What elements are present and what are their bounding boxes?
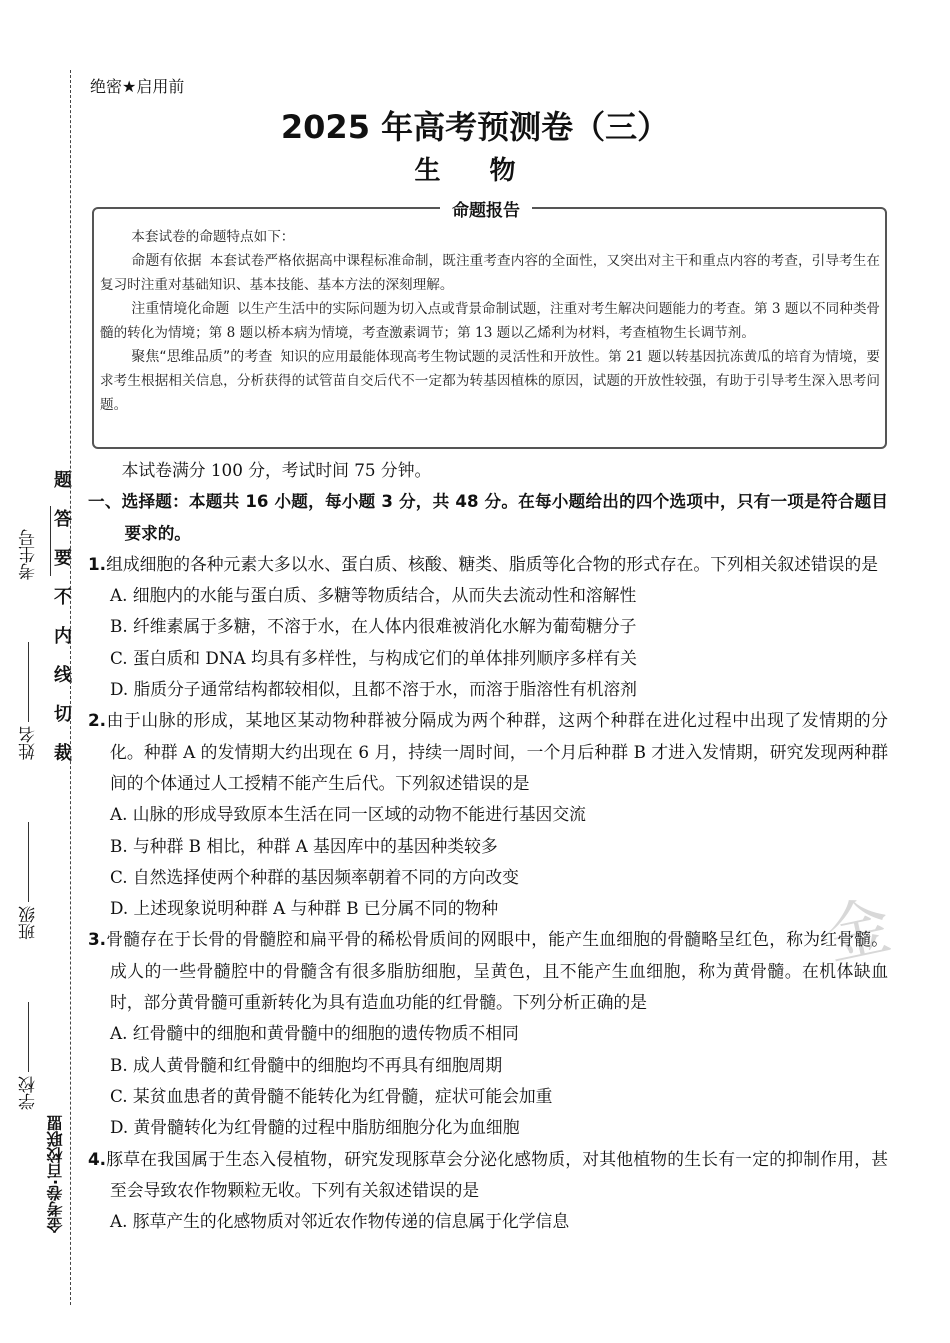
- option-d[interactable]: D. 黄骨髓转化为红骨髓的过程中脂肪细胞分化为血细胞: [110, 1117, 520, 1138]
- question-stem: [88, 705, 888, 799]
- question-text: 豚草在我国属于生态入侵植物，研究发现豚草会分泌化感物质，对其他植物的生长有一定的抑制作用，甚至会导致农作物颗粒无收。下列有关叙述错误的是: [106, 1148, 888, 1200]
- field-label: 学校: [19, 1076, 39, 1110]
- subject-title: 生 物: [414, 156, 536, 186]
- question-text: 由于山脉的形成，某地区某动物种群被分隔成为两个种群，这两个种群在进化过程中出现了发情期的分化。种群 A 的发情期大约出现在 6 月，持续一周时间，一个月后种群 B 才进入发情期，研究发现两种群间的个体通过人工授精不能产生后代。下列叙述错误的是: [106, 710, 888, 793]
- cut-line: [70, 70, 71, 1305]
- question-text: 组成细胞的各种元素大多以水、蛋白质、核酸、糖类、脂质等化合物的形式存在。下列相关叙述错误的是: [106, 553, 879, 574]
- option-b[interactable]: B. 与种群 B 相比，种群 A 基因库中的基因种类较多: [110, 835, 498, 856]
- binding-margin: [0, 0, 72, 1343]
- watermark-seal: 金: [819, 889, 898, 975]
- report-intro: 本套试卷的命题特点如下：: [131, 229, 295, 245]
- report-item: [100, 249, 880, 297]
- option-d[interactable]: D. 脂质分子通常结构都较相似，且都不溶于水，而溶于脂溶性有机溶剂: [110, 679, 637, 700]
- report-item: [100, 345, 880, 417]
- report-text: 以生产生活中的实际问题为切入点或背景命制试题，注重对考生解决问题能力的考查。第 3 题以不同种类骨髓的转化为情境；第 8 题以桥本病为情境，考查激素调节；第 13 题以乙烯利为材料，考查植物生长调节剂。: [100, 301, 881, 341]
- option-b[interactable]: B. 纤维素属于多糖，不溶于水，在人体内很难被消化水解为葡萄糖分子: [110, 616, 637, 637]
- confidential-label: 绝密★启用前: [90, 77, 185, 96]
- name-field[interactable]: [16, 640, 41, 760]
- no-answer-warning: 题答要不内线切裁: [51, 470, 72, 782]
- report-title: 命题报告: [440, 196, 532, 221]
- field-label: 姓名: [19, 726, 39, 760]
- brand-label: 金考卷·百校联盟: [46, 1115, 65, 1234]
- exam-intro: 本试卷满分 100 分，考试时间 75 分钟。: [121, 460, 432, 480]
- report-body: [100, 225, 880, 417]
- option-d[interactable]: D. 上述现象说明种群 A 与种群 B 已分属不同的物种: [110, 898, 499, 919]
- question-number: 1.: [88, 553, 107, 574]
- school-field[interactable]: [16, 1000, 41, 1110]
- report-text: 知识的应用最能体现高考生物试题的灵活性和开放性。第 21 题以转基因抗冻黄瓜的培育为情境，要求考生根据相关信息，分析获得的试管苗自交后代不一定都为转基因植株的原因，试题的开放性较强，有助于引导考生深入思考问题。: [100, 349, 880, 413]
- option-c[interactable]: C. 某贫血患者的黄骨髓不能转化为红骨髓，症状可能会加重: [110, 1085, 553, 1106]
- option-a[interactable]: A. 红骨髓中的细胞和黄骨髓中的细胞的遗传物质不相同: [110, 1023, 519, 1044]
- section-heading: 一、选择题：本题共 16 小题，每小题 3 分，共 48 分。在每小题给出的四个选项中，只有一项是符合题目要求的。: [88, 492, 888, 543]
- option-c[interactable]: C. 自然选择使两个种群的基因频率朝着不同的方向改变: [110, 866, 519, 887]
- field-label: 考生号: [19, 529, 39, 580]
- question-stem: [88, 549, 888, 580]
- class-field[interactable]: [16, 820, 41, 940]
- option-b[interactable]: B. 成人黄骨髓和红骨髓中的细胞均不再具有细胞周期: [110, 1054, 503, 1075]
- question-number: 4.: [88, 1148, 107, 1169]
- question-text: 骨髓存在于长骨的骨髓腔和扁平骨的稀松骨质间的网眼中，能产生血细胞的骨髓略呈红色，称为红骨髓。成人的一些骨髓腔中的骨髓含有很多脂肪细胞，呈黄色，且不能产生血细胞，称为黄骨髓。在机体缺血时，部分黄骨髓可重新转化为具有造血功能的红骨髓。下列分析正确的是: [106, 929, 888, 1013]
- report-text: 本套试卷严格依据高中课程标准命制，既注重考查内容的全面性，又突出对主干和重点内容的考查，引导考生在复习时注重对基础知识、基本技能、基本方法的深刻理解。: [100, 253, 880, 293]
- option-a[interactable]: A. 细胞内的水能与蛋白质、多糖等物质结合，从而失去流动性和溶解性: [110, 585, 637, 606]
- report-item: [100, 297, 880, 345]
- report-keyword: 聚焦“思维品质”的考查: [131, 349, 273, 365]
- option-a[interactable]: A. 山脉的形成导致原本生活在同一区域的动物不能进行基因交流: [110, 804, 586, 825]
- field-label: 班级: [19, 906, 39, 940]
- option-a[interactable]: A. 豚草产生的化感物质对邻近农作物传递的信息属于化学信息: [110, 1211, 570, 1232]
- report-keyword: 命题有依据: [131, 253, 202, 269]
- question-number: 3.: [88, 929, 107, 950]
- report-keyword: 注重情境化命题: [131, 301, 230, 317]
- question-stem: [88, 924, 888, 1018]
- option-c[interactable]: C. 蛋白质和 DNA 均具有多样性，与构成它们的单体排列顺序多样有关: [110, 647, 637, 668]
- question-number: 2.: [88, 710, 107, 731]
- exam-body: [88, 455, 888, 1237]
- question-stem: [88, 1144, 888, 1207]
- page-title: 2025 年高考预测卷（三）: [280, 108, 670, 146]
